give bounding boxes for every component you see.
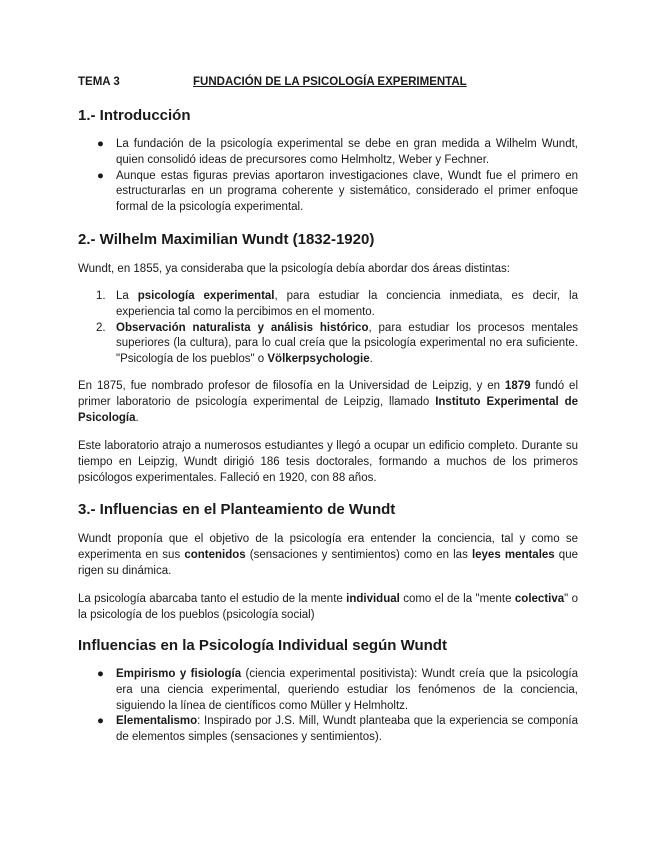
scope-paragraph: La psicología abarcaba tanto el estudio de la mente individual como el de la "mente colectiva" o la psicología de los pueblos (psicología social) [78, 593, 578, 621]
section-heading-introduccion: 1.- Introducción [78, 107, 191, 124]
intro-bullet-list [78, 137, 578, 216]
bullet-icon: ● [97, 668, 104, 680]
two-areas-numbered-list [78, 289, 578, 368]
list-item: ● Elementalismo: Inspirado por J.S. Mill, Wundt planteaba que la experiencia se componía de elementos simples (sensaciones y sentimientos). [97, 715, 578, 744]
laboratory-paragraph: Este laboratorio atrajo a numerosos estudiantes y llegó a ocupar un edificio completo. Durante su tiempo en Leipzig, Wundt dirigió 186 tesis doctorales, formando a muchos de los primeros psicólogos experimentales. Falleció en 1920, con 88 años. [78, 440, 578, 484]
list-item: ● Aunque estas figuras previas aportaron investigaciones clave, Wundt fue el primero en estructurarlas en un programa coherente y sistemático, considerado el primer enfoque formal de la psicología experimental. [97, 169, 578, 214]
bullet-icon: ● [97, 138, 104, 150]
section-2-heading-block [78, 230, 578, 250]
list-item: ● La fundación de la psicología experimental se debe en gran medida a Wilhelm Wundt, quien consolidó ideas de precursores como Helmholtz, Weber y Fechner. [97, 138, 578, 166]
list-item: ● Empirismo y fisiología (ciencia experimental positivista): Wundt creía que la psicología era una ciencia experimental, queriendo estudiar los fenómenos de la conciencia, siguiendo la línea de científicos como Müller y Helmholtz. [97, 668, 578, 712]
section-heading-psicologia-individual: Influencias en la Psicología Individual según Wundt [78, 637, 447, 654]
topic-number: TEMA 3 [78, 76, 120, 88]
section-3-heading-block [78, 500, 578, 520]
list-item: 2. Observación naturalista y análisis histórico, para estudiar los procesos mentales superiores (la cultura), para lo cual creía que la psicología experimental no era suficiente. "Psicología de los pueblos" o Völkerpsychologie. [96, 321, 578, 366]
section-heading-influencias: 3.- Influencias en el Planteamiento de Wundt [78, 501, 396, 518]
bullet-icon: ● [97, 715, 104, 728]
section-1-heading-block [78, 106, 578, 126]
objective-paragraph: Wundt proponía que el objetivo de la psicología era entender la conciencia, tal y como se experimenta en sus contenidos (sensaciones y sentimientos) como en las leyes mentales que rigen su dinámica. [78, 533, 578, 577]
section-4-heading-block [78, 636, 578, 656]
influences-bullet-list [78, 667, 578, 746]
document-title: FUNDACIÓN DE LA PSICOLOGÍA EXPERIMENTAL [193, 76, 467, 88]
wundt-intro-paragraph: Wundt, en 1855, ya consideraba que la psicología debía abordar dos áreas distintas: [78, 263, 510, 275]
list-item: 1. La psicología experimental, para estudiar la conciencia inmediata, es decir, la experiencia tal como la percibimos en el momento. [96, 290, 579, 318]
document-header [78, 76, 578, 92]
bullet-icon: ● [97, 169, 104, 182]
section-heading-wundt: 2.- Wilhelm Maximilian Wundt (1832-1920) [78, 231, 375, 248]
leipzig-paragraph: En 1875, fue nombrado profesor de filosofía en la Universidad de Leipzig, y en 1879 fundó el primer laboratorio de psicología experimental de Leipzig, llamado Instituto Experimental de Psicología. [78, 380, 578, 424]
